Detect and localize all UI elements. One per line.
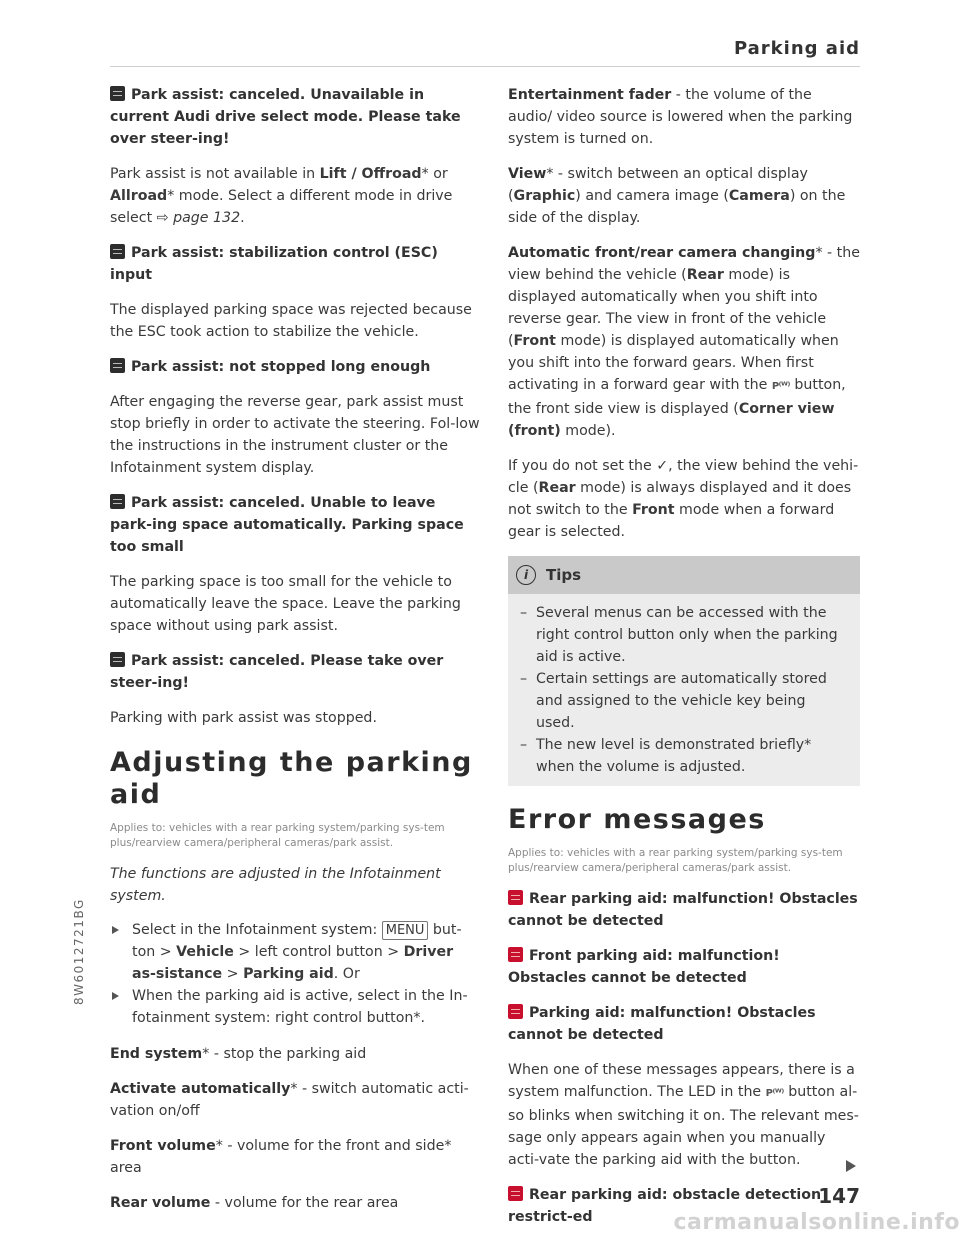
message-heading: Park assist: canceled. Unable to leave park-ing space automatically. Parking space too small: [110, 495, 464, 555]
message-heading: Park assist: canceled. Unavailable in current Audi drive select mode. Please take over steer-ing!: [110, 87, 461, 147]
parking-aid-button-icon: P⁽ᵂ⁾: [765, 1088, 784, 1099]
message-body: Parking with park assist was stopped.: [110, 710, 377, 726]
checkmark-icon: ✓: [656, 458, 669, 474]
menu-key: MENU: [382, 921, 429, 940]
section-title: Error messages: [508, 804, 766, 835]
park-assist-off-icon: [110, 358, 125, 373]
error-heading: Parking aid: malfunction! Obstacles cannot be detected: [508, 1005, 816, 1043]
park-assist-off-icon: [110, 494, 125, 509]
message-heading: Park assist: stabilization control (ESC) input: [110, 245, 438, 283]
tips-header: [508, 556, 860, 594]
message-body: The parking space is too small for the vehicle to automatically leave the space. Leave the parking space without using park assist.: [110, 574, 461, 634]
left-column: [110, 84, 480, 1227]
applies-to-note: Applies to: vehicles with a rear parking system/parking sys-tem plus/rearview camera/peripheral cameras/park assist.: [110, 822, 445, 849]
park-assist-off-icon: [110, 244, 125, 259]
error-heading: Front parking aid: malfunction! Obstacles cannot be detected: [508, 948, 780, 986]
park-assist-off-icon: [110, 86, 125, 101]
setting-description: View* - switch between an optical display (Graphic) and camera image (Camera) on the side of the display.: [508, 166, 846, 226]
instruction-step: Select in the Infotainment system: MENU but-ton > Vehicle > left control button > Driver as-sistance > Parking aid. Or: [110, 919, 480, 985]
tip-item: – Certain settings are automatically stored and assigned to the vehicle key being used.: [516, 668, 848, 734]
watermark: carmanualsonline.info: [673, 1210, 960, 1235]
parking-aid-warning-icon: [508, 947, 523, 962]
message-heading: Park assist: not stopped long enough: [110, 356, 480, 378]
setting-description: End system* - stop the parking aid: [110, 1046, 367, 1062]
parking-aid-warning-icon: [508, 1186, 523, 1201]
right-column: [508, 84, 860, 1241]
park-assist-off-icon: [110, 652, 125, 667]
tips-title: Tips: [546, 566, 582, 584]
setting-description: Entertainment fader - the volume of the audio/ video source is lowered when the parking system is turned on.: [508, 87, 853, 147]
message-body: Park assist is not available in Lift / Offroad* or Allroad* mode. Select a different mode in drive select ⇨ page 132.: [110, 166, 453, 226]
instruction-step: When the parking aid is active, select in the In-fotainment system: right control button*.: [110, 985, 480, 1029]
message-body: The displayed parking space was rejected because the ESC took action to stabilize the vehicle.: [110, 302, 472, 340]
setting-note: If you do not set the ✓, the view behind the vehi-cle (Rear mode) is always displayed and it does not switch to the Front mode when a forward gear is selected.: [508, 458, 859, 540]
info-icon: i: [516, 565, 536, 585]
header-divider: [110, 66, 860, 67]
setting-description: Activate automatically* - switch automatic acti-vation on/off: [110, 1081, 469, 1119]
message-heading: Park assist: canceled. Please take over steer-ing!: [110, 653, 444, 691]
tips-box: [508, 556, 860, 786]
document-code: 8W6012721BG: [72, 898, 86, 1005]
page-reference-link[interactable]: ⇨ page 132: [156, 210, 241, 226]
error-heading: Rear parking aid: obstacle detection restrict-ed: [508, 1187, 822, 1225]
applies-to-note: Applies to: vehicles with a rear parking system/parking sys-tem plus/rearview camera/peripheral cameras/park assist.: [508, 847, 843, 874]
parking-aid-button-icon: P⁽ᵂ⁾: [771, 381, 790, 392]
error-body: When one of these messages appears, there is a system malfunction. The LED in the P⁽ᵂ⁾ button al-so blinks when switching it on. The relevant mes-sage only appears again when you manually acti-vate the parking aid with the button.: [508, 1062, 859, 1168]
tip-item: – Several menus can be accessed with the right control button only when the parking aid is active.: [516, 602, 848, 668]
instruction-steps: [110, 919, 480, 1029]
parking-aid-warning-icon: [508, 890, 523, 905]
tips-list: [508, 594, 860, 778]
section-intro: The functions are adjusted in the Infotainment system.: [110, 866, 441, 904]
parking-aid-warning-icon: [508, 1004, 523, 1019]
tip-item: – The new level is demonstrated briefly* when the volume is adjusted.: [516, 734, 848, 778]
continued-arrow-icon: [846, 1160, 856, 1172]
section-title: Adjusting the parking aid: [110, 747, 473, 810]
page-number: 147: [818, 1184, 860, 1208]
setting-description: Front volume* - volume for the front and side* area: [110, 1138, 452, 1176]
setting-description: Rear volume - volume for the rear area: [110, 1195, 399, 1211]
error-heading: Rear parking aid: malfunction! Obstacles cannot be detected: [508, 891, 858, 929]
message-body: After engaging the reverse gear, park assist must stop briefly in order to activate the steering. Fol-low the instructions in the instrument cluster or the Infotainment system display.: [110, 394, 480, 476]
page-header-title: Parking aid: [733, 38, 860, 59]
setting-description: Automatic front/rear camera changing* - the view behind the vehicle (Rear mode) is displayed automatically when you shift into reverse gear. The view in front of the vehicle (Front mode) is displayed automatically when you shift into the forward gears. When first activating in a forward gear with the P⁽ᵂ⁾ button, the front side view is displayed (Corner view (front) mode).: [508, 245, 860, 439]
